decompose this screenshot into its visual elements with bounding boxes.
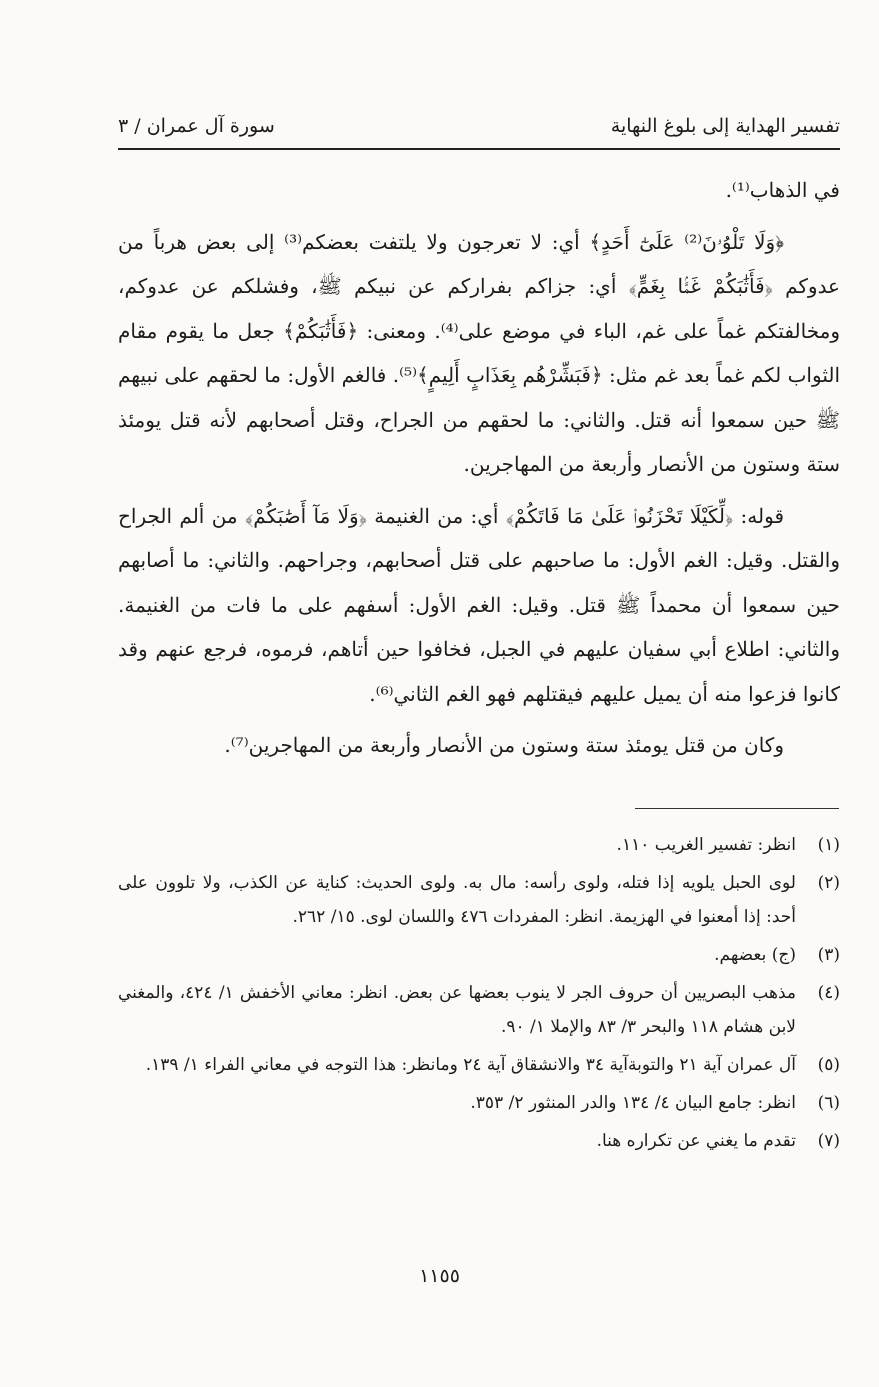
header-rule: [118, 148, 840, 150]
footnote-number: (٢): [817, 873, 840, 893]
footnote-number: (٦): [817, 1093, 840, 1113]
main-text: [118, 168, 840, 775]
footnote-number: (١): [817, 835, 840, 855]
paragraph-2: ﴿وَلَا تَلْوُۥنَ⁽²⁾ عَلَىٰٓ أَحَدٍ﴾ أي: لا تعرجون ولا يلتفت بعضكم⁽³⁾ إلى بعض هرباً من عدوكم ﴿فَأَثَٰبَكُمْ غَمَّۢا بِغَمٍّ﴾ أي: جزاكم بفراركم عن نبيكم ﷺ، وفشلكم عن عدوكم، ومخالفتكم غماً على غم، الباء في موضع على⁽⁴⁾. ومعنى: ﴿فَأَثَٰبَكُمْ﴾ جعل ما يقوم مقام الثواب لكم غماً بعد غم مثل: ﴿فَبَشِّرْهُم بِعَذَابٍ أَلِيمٍ﴾⁽⁵⁾. فالغم الأول: ما لحقهم على نبيهم ﷺ حين سمعوا أنه قتل. والثاني: ما لحقهم من الجراح، وقتل أصحابهم لأنه قتل يومئذ ستة وستون من الأنصار وأربعة من المهاجرين.: [118, 229, 841, 476]
page-number: ١١٥٥: [419, 1265, 460, 1287]
footnote: [118, 1086, 840, 1120]
footnote-text: مذهب البصريين أن حروف الجر لا ينوب بعضها عن بعض. انظر: معاني الأخفش ١/ ٤٢٤، والمغني لابن هشام ١١٨ والبحر ٣/ ٨٣ والإملا ١/ ٩٠.: [118, 983, 796, 1037]
book-title: تفسير الهداية إلى بلوغ النهاية: [610, 115, 840, 137]
footnote-text: (ج) بعضهم.: [714, 945, 796, 965]
footnote: [118, 938, 840, 972]
footnote-text: انظر: تفسير الغريب ١١٠.: [616, 835, 796, 855]
footnote: [118, 1124, 840, 1158]
footnote-number: (٥): [817, 1055, 840, 1075]
footnote: [118, 1048, 840, 1082]
footnote-text: انظر: جامع البيان ٤/ ١٣٤ والدر المنثور ٢/ ٣٥٣.: [470, 1093, 796, 1113]
footnote-text: تقدم ما يغني عن تكراره هنا.: [596, 1131, 796, 1151]
footnote-text: لوى الحبل يلويه إذا فتله، ولوى رأسه: مال به. ولوى الحديث: كناية عن الكذب، ولا تلوون على أحد: إذا أمعنوا في الهزيمة. انظر: المفردات ٤٧٦ واللسان لوى. ١٥/ ٢٦٢.: [118, 873, 796, 927]
footnote-number: (٤): [817, 983, 840, 1003]
footnote: [118, 976, 840, 1044]
footnote-number: (٧): [817, 1131, 840, 1151]
paragraph-4: وكان من قتل يومئذ ستة وستون من الأنصار وأربعة من المهاجرين⁽⁷⁾.: [224, 733, 784, 757]
footnotes: [118, 828, 840, 1162]
paragraph-1: في الذهاب⁽¹⁾.: [725, 178, 840, 202]
footnote: [118, 866, 840, 934]
footnote: [118, 828, 840, 862]
footnote-number: (٣): [817, 945, 840, 965]
footnote-text: آل عمران آية ٢١ والتوبةآية ٣٤ والانشقاق آية ٢٤ ومانظر: هذا التوجه في معاني الفراء ١/ ١٣٩.: [145, 1055, 796, 1075]
footnote-rule: [635, 808, 839, 809]
surah-label: سورة آل عمران / ٣: [118, 115, 275, 137]
paragraph-3: قوله: ﴿لِّكَيْلَا تَحْزَنُوا۟ عَلَىٰ مَا فَاتَكُمْ﴾ أي: من الغنيمة ﴿وَلَا مَآ أَصَٰبَكُمْ﴾ من ألم الجراح والقتل. وقيل: الغم الأول: ما صاحبهم على قتل أصحابهم، وجراحهم. والثاني: ما أصابهم حين سمعوا أن محمداً ﷺ قتل. وقيل: الغم الأول: أسفهم على ما فات من الغنيمة. والثاني: اطلاع أبي سفيان عليهم في الجبل، فخافوا حين أتاهم، فرموه، فرجع عنهم وقد كانوا فزعوا منه أن يميل عليهم فيقتلهم فهو الغم الثاني⁽⁶⁾.: [118, 503, 840, 706]
running-header: [118, 108, 840, 144]
